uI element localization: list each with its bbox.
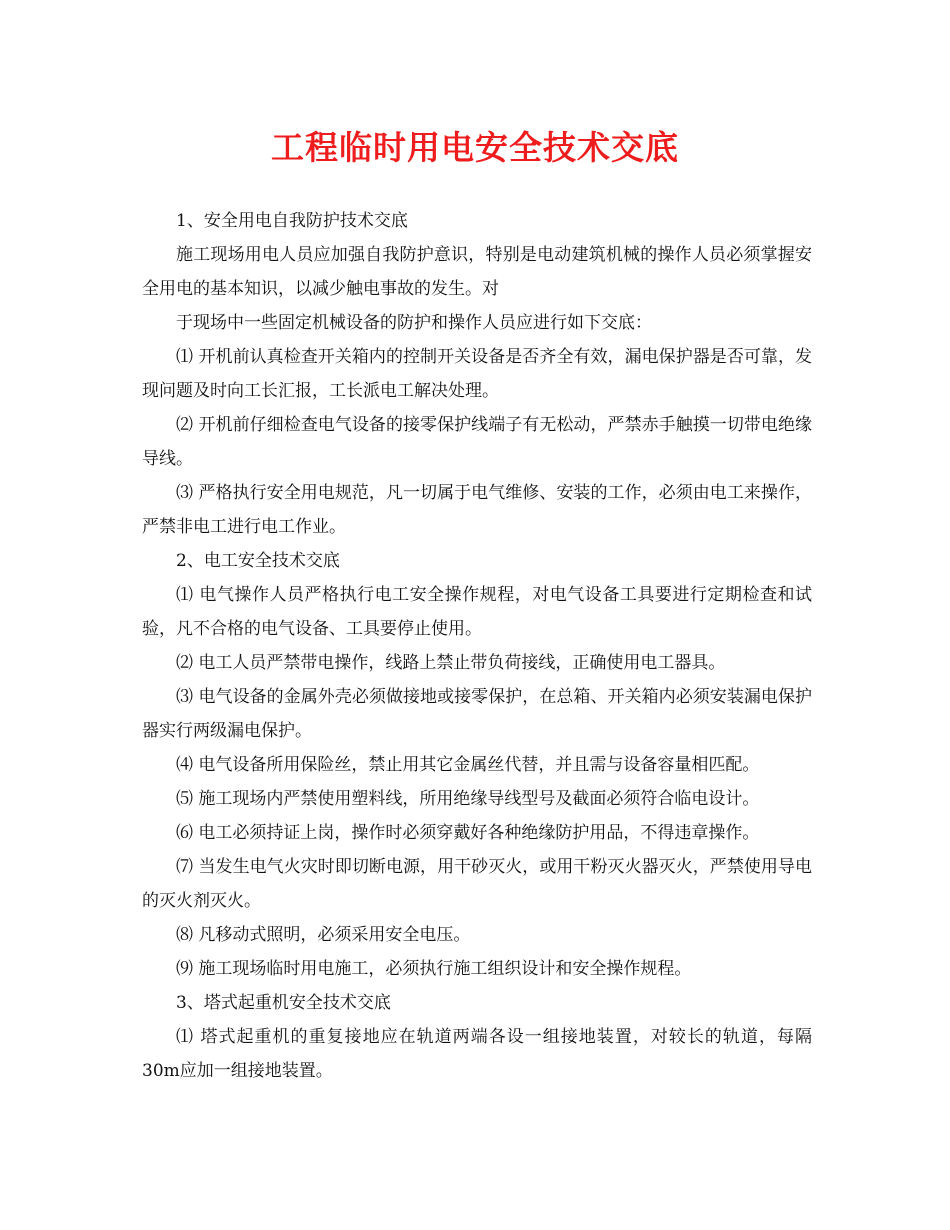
list-item: ⑴ 开机前认真检查开关箱内的控制开关设备是否齐全有效，漏电保护器是否可靠，发现问题及时向工长汇报，工长派电工解决处理。 [142, 347, 812, 401]
list-item: ⑴ 塔式起重机的重复接地应在轨道两端各设一组接地装置，对较长的轨道，每隔 30m应加一组接地装置。 [142, 1027, 812, 1081]
list-item: ⑵ 电工人员严禁带电操作，线路上禁止带负荷接线，正确使用电工器具。 [176, 653, 726, 673]
paragraph: 施工现场用电人员应加强自我防护意识，特别是电动建筑机械的操作人员必须掌握安全用电的基本知识，以减少触电事故的发生。对 [142, 245, 812, 299]
list-item: ⑸ 施工现场内严禁使用塑料线，所用绝缘导线型号及截面必须符合临电设计。 [176, 789, 760, 809]
document-title: 工程临时用电安全技术交底 [271, 128, 679, 167]
section-heading-1: 1、安全用电自我防护技术交底 [176, 211, 408, 231]
list-item: ⑶ 电气设备的金属外壳必须做接地或接零保护，在总箱、开关箱内必须安装漏电保护器实行两级漏电保护。 [142, 687, 812, 741]
list-item: ⑵ 开机前仔细检查电气设备的接零保护线端子有无松动，严禁赤手触摸一切带电绝缘导线。 [142, 415, 812, 469]
list-item: ⑷ 电气设备所用保险丝，禁止用其它金属丝代替，并且需与设备容量相匹配。 [176, 755, 760, 775]
paragraph: 于现场中一些固定机械设备的防护和操作人员应进行如下交底： [176, 313, 652, 333]
list-item: ⑹ 电工必须持证上岗，操作时必须穿戴好各种绝缘防护用品，不得违章操作。 [176, 823, 760, 843]
list-item: ⑺ 当发生电气火灾时即切断电源，用干砂灭火，或用干粉灭火器灭火，严禁使用导电的灭火剂灭火。 [142, 857, 812, 911]
list-item: ⑻ 凡移动式照明，必须采用安全电压。 [176, 925, 471, 945]
list-item: ⑼ 施工现场临时用电施工，必须执行施工组织设计和安全操作规程。 [176, 959, 692, 979]
document-body [142, 204, 812, 1088]
section-heading-3: 3、塔式起重机安全技术交底 [176, 993, 391, 1013]
list-item: ⑶ 严格执行安全用电规范，凡一切属于电气维修、安装的工作，必须由电工来操作，严禁非电工进行电工作业。 [142, 483, 812, 537]
list-item: ⑴ 电气操作人员严格执行电工安全操作规程，对电气设备工具要进行定期检查和试验，凡不合格的电气设备、工具要停止使用。 [142, 585, 812, 639]
section-heading-2: 2、电工安全技术交底 [176, 551, 340, 571]
